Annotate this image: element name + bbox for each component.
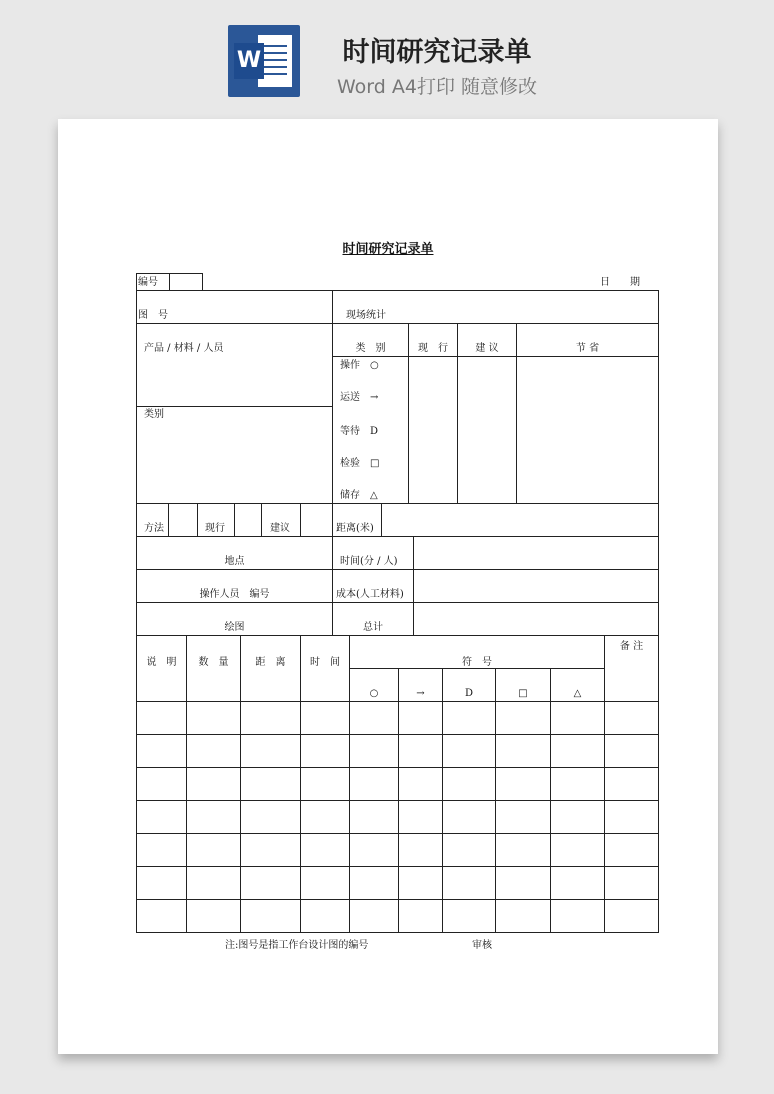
word-logo-letter: W — [234, 43, 264, 79]
symbol-wait: D — [464, 688, 474, 699]
total-label: 总计 — [363, 622, 383, 633]
detail-header-distance: 距 离 — [255, 657, 286, 668]
symbol-transport: → — [416, 688, 425, 699]
stats-header-proposed: 建 议 — [475, 343, 499, 354]
page-header — [0, 0, 774, 110]
method-label: 方法 — [144, 523, 164, 534]
detail-header-quantity: 数 量 — [198, 657, 229, 668]
stats-header-saving: 节 省 — [575, 343, 600, 354]
detail-header-description: 说 明 — [146, 657, 177, 668]
category-wait: 等待 D — [340, 426, 379, 437]
header-subtitle: Word A4打印 随意修改 — [336, 76, 537, 98]
time-label: 时间(分 / 人) — [340, 556, 398, 567]
category-storage: 储存 △ — [340, 490, 378, 501]
stats-header-category: 类 别 — [355, 343, 386, 354]
review-label: 审核 — [472, 940, 492, 951]
date-label: 日 期 — [600, 277, 640, 288]
category-label: 类别 — [144, 409, 164, 420]
symbol-inspect: □ — [518, 688, 528, 699]
location-label: 地点 — [224, 556, 245, 567]
number-label: 编号 — [138, 277, 158, 288]
symbol-storage: △ — [573, 688, 582, 699]
operator-label: 操作人员 编号 — [199, 589, 270, 600]
detail-header-symbol: 符 号 — [462, 657, 492, 668]
document-title: 时间研究记录单 — [342, 242, 434, 257]
distance-label: 距离(米) — [336, 523, 374, 534]
detail-header-remark: 备 注 — [619, 641, 644, 652]
detail-header-time: 时 间 — [310, 657, 340, 668]
stats-header-current: 现 行 — [418, 343, 448, 354]
footer-note: 注:图号是指工作台设计图的编号 — [225, 940, 369, 951]
product-label: 产品 / 材料 / 人员 — [144, 343, 224, 354]
drawing-label: 绘图 — [224, 622, 245, 633]
category-transport: 运送 → — [340, 392, 379, 403]
drawing-no-label: 图 号 — [138, 310, 168, 321]
symbol-operation: ○ — [369, 688, 379, 699]
header-title: 时间研究记录单 — [342, 37, 532, 68]
current-label: 现行 — [205, 523, 225, 534]
category-inspect: 检验 □ — [340, 458, 380, 469]
word-logo-icon — [228, 25, 300, 97]
category-operation: 操作 ○ — [340, 360, 379, 371]
cost-label: 成本(人工材料) — [336, 589, 404, 600]
proposed-label: 建议 — [270, 523, 290, 534]
document-page — [58, 119, 718, 1054]
site-stats-label: 现场统计 — [346, 310, 386, 321]
